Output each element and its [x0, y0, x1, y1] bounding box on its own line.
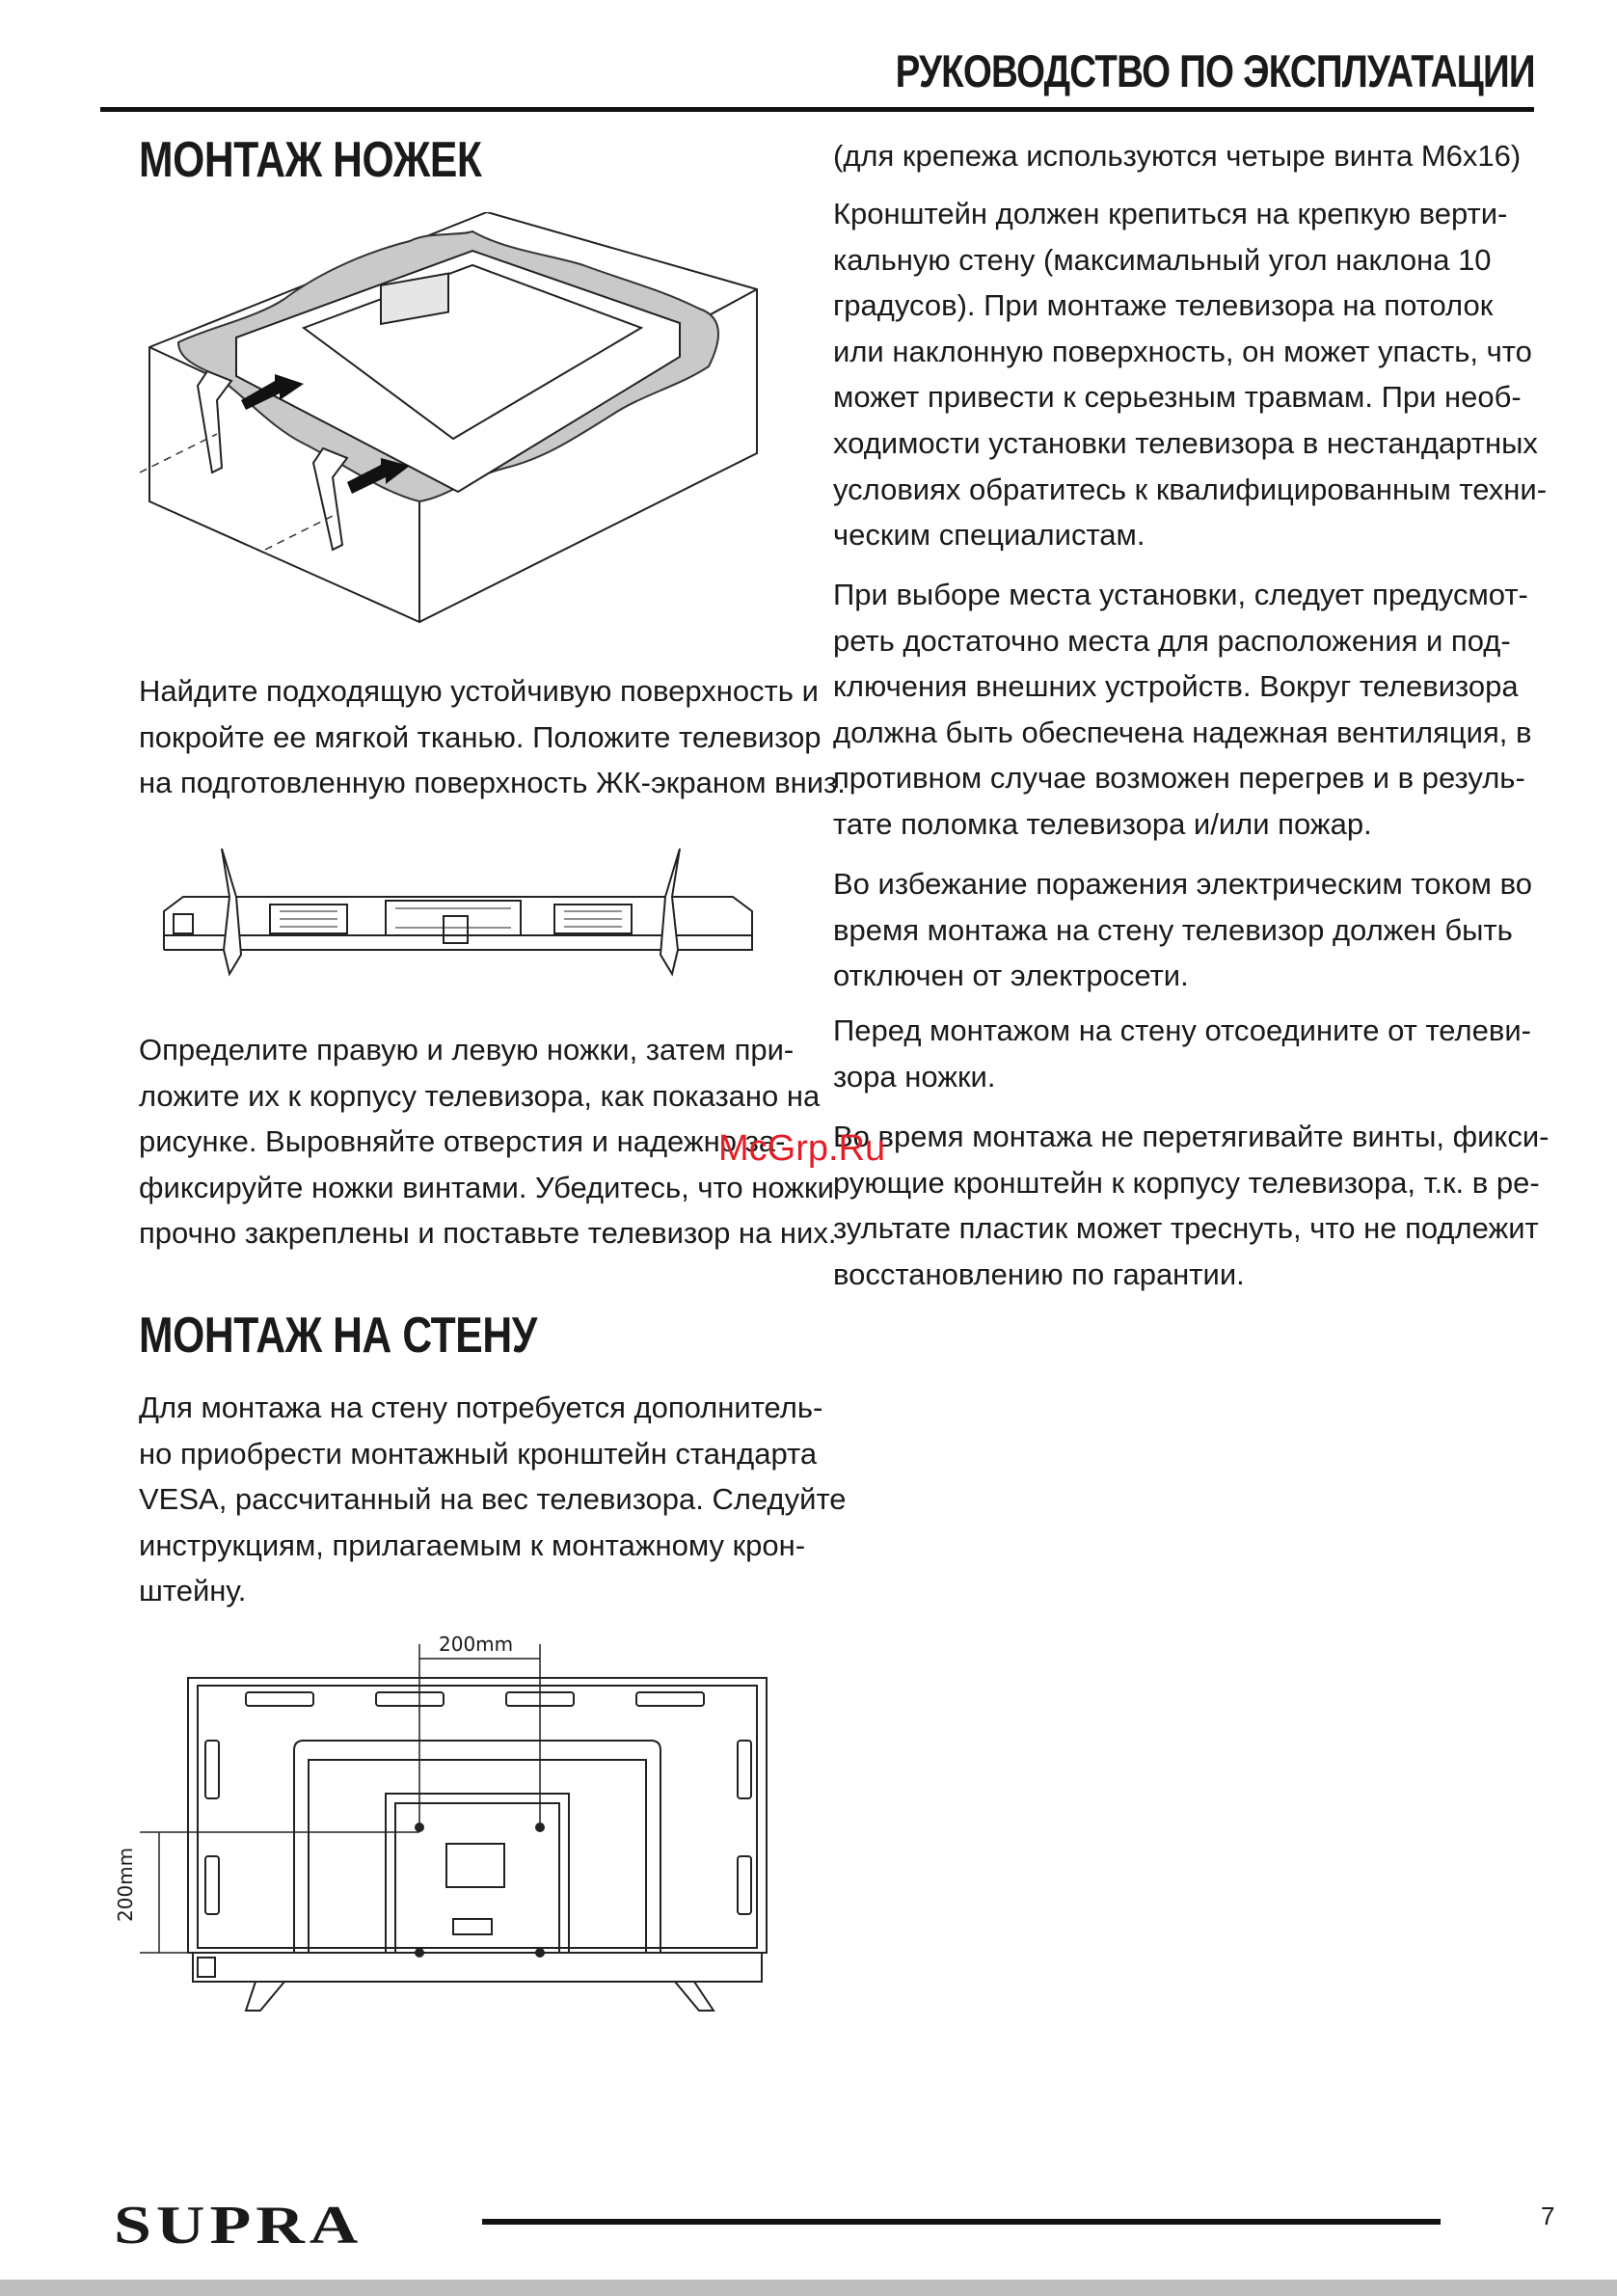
text-line: условиях обратитесь к квалифицированным техни-: [833, 472, 1548, 506]
text-line: но приобрести монтажный кронштейн стандарта: [139, 1436, 818, 1471]
text-line: (для крепежа используются четыре винта М6х16): [833, 139, 1522, 173]
text-line: должна быть обеспечена надежная вентиляция, в: [833, 715, 1532, 749]
paragraph-remove-legs: [833, 1008, 1531, 1099]
text-line: ходимости установки телевизора в нестандартных: [833, 425, 1538, 460]
text-line: время монтажа на стену телевизор должен быть: [833, 912, 1513, 947]
text-line: ложите их к корпусу телевизора, как показано на: [139, 1078, 821, 1113]
figure-vesa-back: [130, 1630, 786, 2015]
text-line: противном случае возможен перегрев и в резуль-: [833, 761, 1525, 796]
vesa-dim-horizontal: 200mm: [439, 1633, 514, 1656]
text-line: тате поломка телевизора и/или пожар.: [833, 806, 1372, 841]
paragraph-wall-mount: [139, 1385, 847, 1614]
paragraph-screws: [833, 133, 1522, 179]
text-line: ческим специалистам.: [833, 518, 1145, 553]
text-line: Найдите подходящую устойчивую поверхность и: [139, 674, 819, 708]
text-line: Определите правую и левую ножки, затем при-: [139, 1033, 795, 1067]
figure-legs-bottom-view: [154, 839, 762, 993]
text-line: может привести к серьезным травмам. При необ-: [833, 380, 1522, 415]
text-line: отключен от электросети.: [833, 959, 1189, 993]
paragraph-screw-torque: [833, 1114, 1550, 1297]
watermark: McGrp.Ru: [718, 1128, 886, 1169]
text-line: на подготовленную поверхность ЖК-экраном вниз.: [139, 766, 846, 800]
text-line: инструкциям, прилагаемым к монтажному крон-: [139, 1527, 806, 1562]
text-line: зультате пластик может треснуть, что не подлежит: [833, 1211, 1539, 1246]
text-line: Во избежание поражения электрическим током во: [833, 867, 1532, 901]
footer-rule: [482, 2219, 1441, 2225]
text-line: VESA, рассчитанный на вес телевизора. Следуйте: [139, 1482, 847, 1517]
paragraph-bracket: [833, 191, 1548, 558]
figure-legs-install: [140, 212, 767, 636]
text-line: фиксируйте ножки винтами. Убедитесь, что ножки: [139, 1170, 834, 1204]
bottom-band: [0, 2280, 1617, 2296]
text-line: покройте ее мягкой тканью. Положите телевизор: [139, 719, 822, 754]
text-line: При выборе места установки, следует предусмот-: [833, 578, 1528, 611]
text-line: ключения внешних устройств. Вокруг телевизора: [833, 669, 1519, 704]
text-line: прочно закреплены и поставьте телевизор на них.: [139, 1216, 837, 1251]
text-line: штейну.: [139, 1574, 247, 1608]
page-number: 7: [1541, 2201, 1555, 2230]
text-line: рисунке. Выровняйте отверстия и надежно за-: [139, 1124, 786, 1159]
paragraph-electric-safety: [833, 861, 1532, 999]
text-line: реть достаточно места для расположения и под-: [833, 623, 1511, 658]
paragraph-placement: [833, 572, 1532, 848]
text-line: кальную стену (максимальный угол наклона 10: [833, 242, 1492, 277]
text-line: Перед монтажом на стену отсоедините от телеви-: [833, 1013, 1531, 1047]
paragraph-legs-surface: [139, 668, 846, 806]
text-line: Кронштейн должен крепиться на крепкую верти-: [833, 197, 1508, 230]
page-header-title: РУКОВОДСТВО ПО ЭКСПЛУАТАЦИИ: [895, 45, 1535, 96]
text-line: Во время монтажа не перетягивайте винты, фикси-: [833, 1120, 1550, 1153]
text-line: градусов). При монтаже телевизора на потолок: [833, 288, 1494, 323]
vesa-dim-vertical: 200mm: [114, 1847, 137, 1922]
text-line: восстановлению по гарантии.: [833, 1256, 1245, 1291]
text-line: зора ножки.: [833, 1059, 996, 1094]
section-title-legs: МОНТАЖ НОЖЕК: [139, 132, 482, 188]
text-line: Для монтажа на стену потребуется дополнитель-: [139, 1391, 823, 1424]
header-rule: [100, 107, 1534, 112]
brand-logo: SUPRA: [114, 2196, 364, 2255]
text-line: рующие кронштейн к корпусу телевизора, т.к. в ре-: [833, 1165, 1540, 1200]
text-line: или наклонную поверхность, он может упасть, что: [833, 334, 1532, 368]
section-title-wall: МОНТАЖ НА СТЕНУ: [139, 1308, 537, 1364]
